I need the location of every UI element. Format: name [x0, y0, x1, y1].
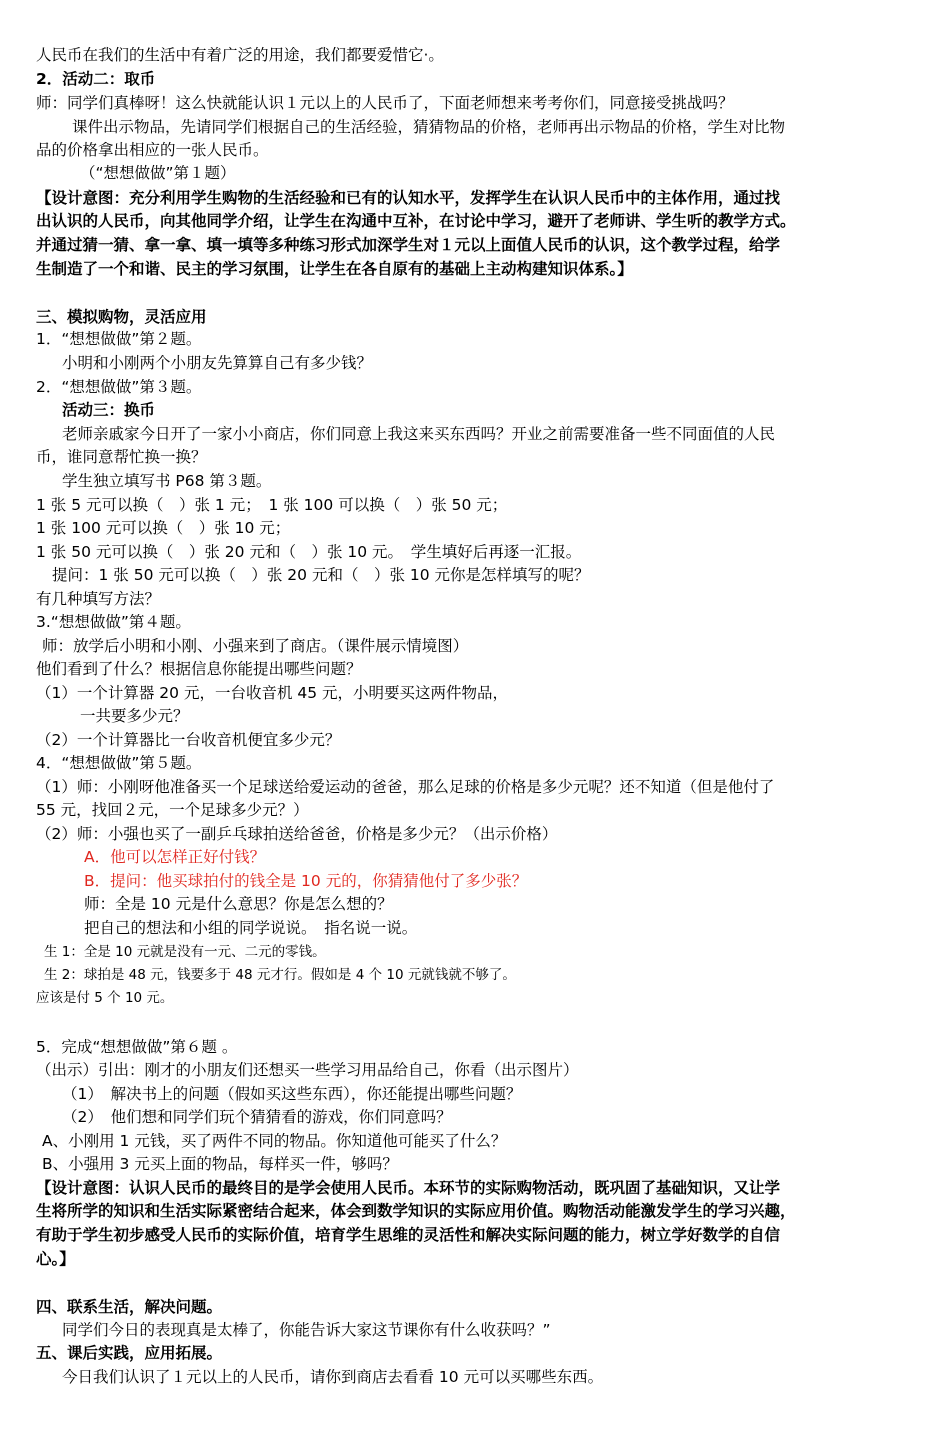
text-line: 品的价格拿出相应的一张人民币。: [36, 141, 269, 159]
section-heading-4: 四、联系生活，解决问题。: [36, 1298, 223, 1316]
text-line: 师：全是 10 元是什么意思？你是怎么想的？: [84, 895, 393, 913]
text-line: 师：放学后小明和小刚、小强来到了商店。（课件展示情境图）: [42, 637, 469, 655]
text-line: （出示）引出：刚才的小朋友们还想买一些学习用品给自己，你看（出示图片）: [36, 1061, 579, 1079]
text-line: 币，谁同意帮忙换一换？: [36, 448, 207, 466]
text-line: （1） 解决书上的问题（假如买这些东西），你还能提出哪些问题？: [62, 1085, 522, 1103]
text-line: （1）一个计算器 20 元，一台收音机 45 元，小明要买这两件物品，: [36, 684, 509, 702]
design-intent-note: 生制造了一个和谐、民主的学习氛围，让学生在各自原有的基础上主动构建知识体系。】: [36, 260, 633, 278]
text-line: 1 张 5 元可以换（ ）张 1 元； 1 张 100 可以换（ ）张 50 元；: [36, 496, 508, 514]
section-heading-activity-2: 2．活动二：取币: [36, 70, 156, 88]
text-line: 5．完成“想想做做”第６题 。: [36, 1038, 238, 1056]
text-line: 有几种填写方法？: [36, 590, 161, 608]
highlight-question-b: B．提问：他买球拍付的钱全是 10 元的，你猜猜他付了多少张？: [84, 872, 528, 890]
text-line: 1 张 100 元可以换（ ）张 10 元；: [36, 519, 291, 537]
section-heading-3: 三、模拟购物，灵活应用: [36, 308, 207, 326]
text-line: （“想想做做”第１题）: [80, 164, 236, 182]
text-line: 师：同学们真棒呀！这么快就能认识１元以上的人民币了，下面老师想来考考你们，同意接受挑战吗？: [36, 94, 734, 112]
text-line: 老师亲戚家今日开了一家小小商店，你们同意上我这来买东西吗？开业之前需要准备一些不同面值的人民: [62, 425, 776, 443]
text-line: 1 张 50 元可以换（ ）张 20 元和（ ）张 10 元。 学生填好后再逐一汇报。: [36, 543, 582, 561]
text-line: 应该是付 5 个 10 元。: [36, 990, 174, 1006]
text-line: 小明和小刚两个小朋友先算算自己有多少钱？: [62, 354, 373, 372]
text-line: 55 元，找回２元，一个足球多少元？）: [36, 801, 309, 819]
text-line: 人民币在我们的生活中有着广泛的用途，我们都要爱惜它·。: [36, 46, 444, 64]
text-line: 课件出示物品，先请同学们根据自己的生活经验，猜猜物品的价格，老师再出示物品的价格，学生对比物: [72, 118, 786, 136]
text-line: 今日我们认识了１元以上的人民币，请你到商店去看看 10 元可以买哪些东西。: [62, 1368, 604, 1386]
text-line: 一共要多少元？: [80, 707, 189, 725]
text-line: A、小刚用 1 元钱，买了两件不同的物品。你知道他可能买了什么？: [42, 1132, 507, 1150]
text-line: 同学们今日的表现真是太棒了，你能告诉大家这节课你有什么收获吗？”: [62, 1321, 551, 1339]
text-line: （2）一个计算器比一台收音机便宜多少元？: [36, 731, 341, 749]
design-intent-note: 出认识的人民币，向其他同学介绍，让学生在沟通中互补，在讨论中学习，避开了老师讲、学生听的教学方式。: [36, 212, 796, 230]
design-intent-note: 生将所学的知识和生活实际紧密结合起来，体会到数学知识的实际应用价值。购物活动能激发学生的学习兴趣，: [36, 1202, 796, 1220]
text-line: 4．“想想做做”第５题。: [36, 754, 202, 772]
design-intent-note: 【设计意图：充分利用学生购物的生活经验和已有的认知水平，发挥学生在认识人民币中的主体作用，通过找: [36, 189, 781, 207]
design-intent-note: 并通过猜一猜、拿一拿、填一填等多种练习形式加深学生对１元以上面值人民币的认识，这个教学过程，给学: [36, 236, 781, 254]
student-answer-2: 生 2：球拍是 48 元，钱要多于 48 元才行。假如是 4 个 10 元就钱就不够了。: [44, 967, 516, 983]
text-line: （2）师：小强也买了一副乒乓球拍送给爸爸，价格是多少元？（出示价格）: [36, 825, 558, 843]
text-line: 1．“想想做做”第２题。: [36, 330, 202, 348]
design-intent-note: 心。】: [36, 1250, 75, 1268]
text-line: （2） 他们想和同学们玩个猜猜看的游戏，你们同意吗？: [62, 1108, 452, 1126]
student-answer-1: 生 1：全是 10 元就是没有一元、二元的零钱。: [44, 944, 326, 960]
activity-3-heading: 活动三：换币: [62, 401, 156, 419]
design-intent-note: 有助于学生初步感受人民币的实际价值，培育学生思维的灵活性和解决实际问题的能力，树立学好数学的自信: [36, 1226, 781, 1244]
text-line: 他们看到了什么？根据信息你能提出哪些问题？: [36, 660, 362, 678]
text-line: 学生独立填写书 P68 第３题。: [62, 472, 272, 490]
text-line: 提问：1 张 50 元可以换（ ）张 20 元和（ ）张 10 元你是怎样填写的呢？: [52, 566, 590, 584]
text-line: 把自己的想法和小组的同学说说。 指名说一说。: [84, 919, 418, 937]
text-line: B、小强用 3 元买上面的物品，每样买一件，够吗？: [42, 1155, 398, 1173]
section-heading-5: 五、课后实践，应用拓展。: [36, 1344, 223, 1362]
text-line: 2．“想想做做”第３题。: [36, 378, 202, 396]
text-line: （1）师：小刚呀他准备买一个足球送给爱运动的爸爸，那么足球的价格是多少元呢？还不知道（但是他付了: [36, 778, 775, 796]
text-line: 3.“想想做做”第４题。: [36, 613, 191, 631]
highlight-question-a: A．他可以怎样正好付钱？: [84, 848, 266, 866]
design-intent-note: 【设计意图：认识人民币的最终目的是学会使用人民币。本环节的实际购物活动，既巩固了基础知识，又让学: [36, 1179, 781, 1197]
